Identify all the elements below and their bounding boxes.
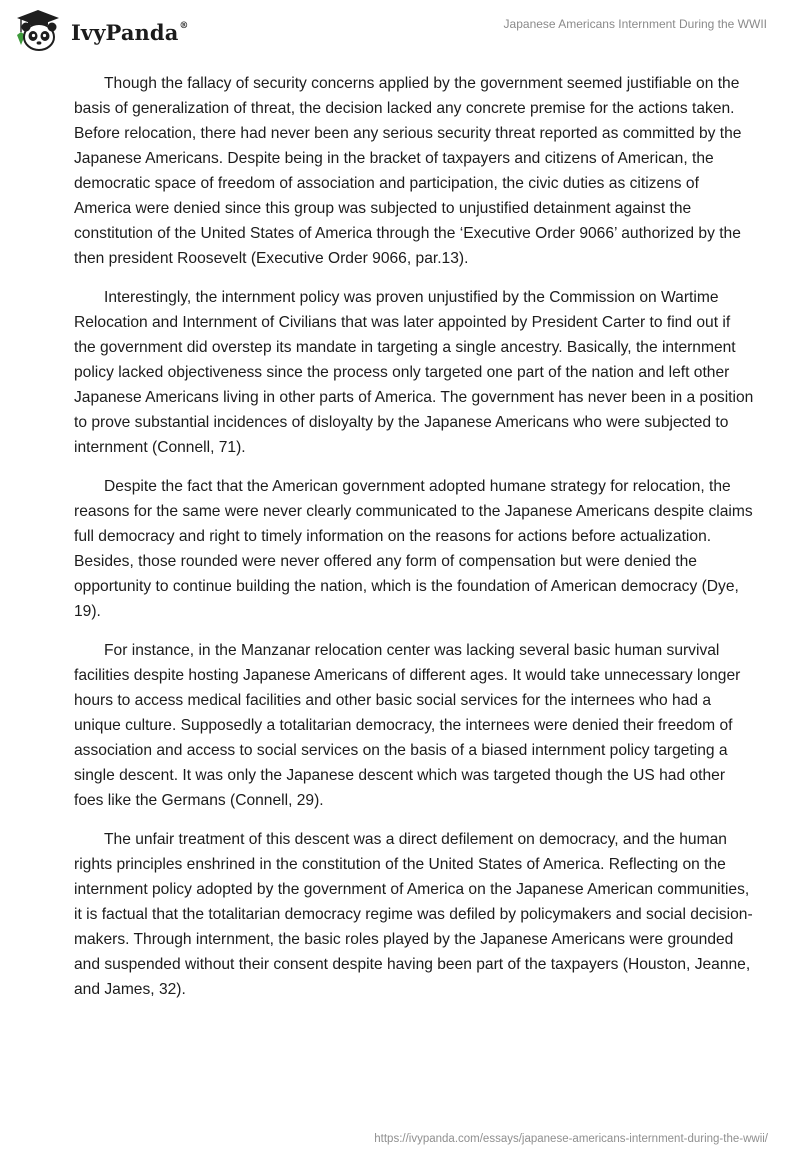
source-url[interactable]: https://ivypanda.com/essays/japanese-americans-internment-during-the-wwii/ — [374, 1133, 768, 1145]
brand-logo[interactable] — [13, 8, 189, 54]
page-header — [0, 0, 800, 60]
paragraph: The unfair treatment of this descent was a direct defilement on democracy, and the human rights principles enshrined in the constitution of the United States of America. Reflecting on the internment policy adopted by the government of America on the Japanese American communities, it is factual that the totalitarian democracy regime was defiled by policymakers and social decision-makers. Through internment, the basic roles played by the Japanese Americans were grounded and suspended without their consent despite having been part of the taxpayers (Houston, Jeanne, and James, 32). — [74, 831, 753, 998]
running-title: Japanese Americans Internment During the WWII — [503, 17, 767, 31]
brand-name-text: IvyPanda — [71, 19, 179, 45]
panda-graduation-cap-logo-icon — [13, 8, 63, 54]
registered-mark: ® — [179, 20, 189, 31]
paragraph: Though the fallacy of security concerns applied by the government seemed justifiable on the basis of generalization of threat, the decision lacked any concrete premise for the actions taken. Before relocation, there had never been any serious security threat reported as committed by the Japanese Americans. Despite being in the bracket of taxpayers and citizens of American, the democratic space of freedom of association and participation, the civic duties as citizens of America were denied since this group was subjected to unjustified detainment against the constitution of the United States of America through the ‘Executive Order 9066’ authorized by the then president Roosevelt (Executive Order 9066, par.13). — [74, 75, 742, 267]
paragraph: Interestingly, the internment policy was proven unjustified by the Commission on Wartime Relocation and Internment of Civilians that was later appointed by President Carter to find out if the government did overstep its mandate in targeting a single ancestry. Basically, the internment policy lacked objectiveness since the process only targeted one part of the nation and left other Japanese Americans living in other parts of America. The government has never been in a position to prove substantial incidences of disloyalty by the Japanese Americans who were subjected to internment (Connell, 71). — [74, 289, 754, 456]
paragraph: For instance, in the Manzanar relocation center was lacking several basic human survival facilities despite hosting Japanese Americans of different ages. It would take unnecessary longer hours to access medical facilities and other basic social services for the internees who had a unique culture. Supposedly a totalitarian democracy, the internees were denied their freedom of association and access to social services on the basis of a biased internment policy targeting a single descent. It was only the Japanese descent which was targeted though the US had other foes like the Germans (Connell, 29). — [74, 642, 741, 809]
paragraph: Despite the fact that the American government adopted humane strategy for relocation, the reasons for the same were never clearly communicated to the Japanese Americans despite claims full democracy and right to timely information on the reasons for actions before actualization. Besides, those rounded were never offered any form of compensation but were denied the opportunity to continue building the nation, which is the foundation of American democracy (Dye, 19). — [74, 478, 753, 620]
essay-body — [74, 71, 754, 1016]
brand-name — [71, 20, 189, 45]
